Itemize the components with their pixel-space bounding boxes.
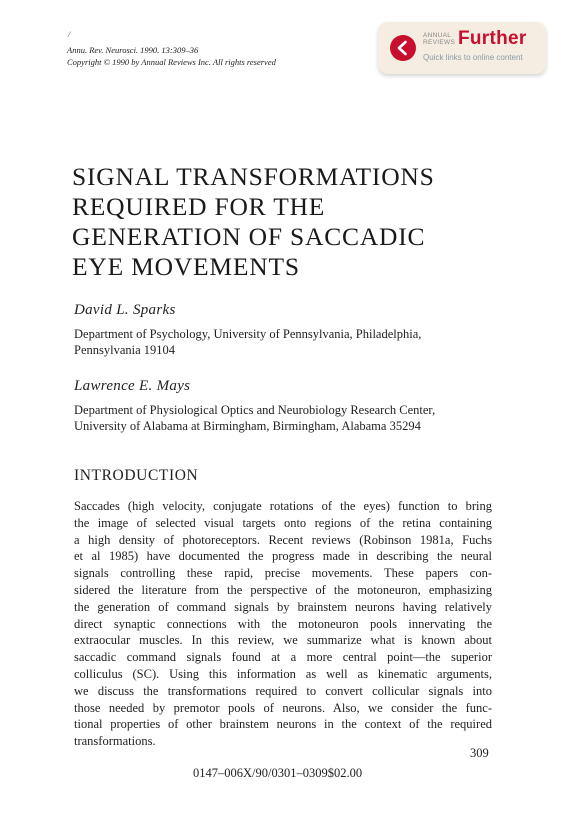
title-line: EYE MOVEMENTS (72, 252, 300, 281)
article-code: 0147–006X/90/0301–0309$02.00 (193, 766, 363, 780)
text-line: signals controlling these rapid, precise movements. These papers con- (74, 566, 492, 581)
text-line: sidered the literature from the perspective of the motoneuron, emphasizing (74, 582, 492, 597)
text-line: the generation of command signals by brainstem neurons having relatively (74, 599, 492, 614)
title-line: GENERATION OF SACCADIC (72, 222, 426, 251)
article-title (72, 162, 492, 282)
text-line: extraocular muscles. In this review, we summarize what is known about (74, 633, 492, 648)
author-affiliation: Department of Physiological Optics and Neurobiology Research Center, University of Alabama at Birmingham, Birmingham, Alabama 35294 (74, 403, 436, 433)
annual-reviews-wordmark: ANNUAL REVIEWS (423, 32, 456, 46)
journal-citation-block (67, 44, 276, 68)
journal-citation: Annu. Rev. Neurosci. 1990. 13:309–36 (67, 45, 199, 55)
page-number: 309 (470, 746, 489, 760)
introduction-paragraph (74, 498, 492, 750)
annual-reviews-further-badge[interactable] (378, 22, 546, 74)
text-line: saccadic command signals found at a more central point—the superior (74, 650, 492, 665)
badge-subtitle: Quick links to online content (423, 53, 523, 62)
further-wordmark: Further (458, 28, 527, 49)
text-line: those needed by premotor pools of neurons. Also, we consider the func- (74, 700, 492, 715)
text-line: direct synaptic connections with the motoneuron pools innervating the (74, 616, 492, 631)
back-arrow-icon (390, 35, 416, 61)
title-line: REQUIRED FOR THE (72, 192, 326, 221)
text-line: et al 1985) have documented the progress made in describing the neural (74, 549, 492, 564)
text-line: we discuss the transformations required to convert collicular signals into (74, 683, 492, 698)
text-line: Saccades (high velocity, conjugate rotations of the eyes) function to bring (74, 499, 492, 513)
author-name: Lawrence E. Mays (74, 378, 191, 394)
text-line: colliculus (SC). Using this information as well as kinematic arguments, (74, 666, 492, 681)
text-line: a high density of photoreceptors. Recent reviews (Robinson 1981a, Fuchs (74, 532, 492, 547)
text-line: transformations. (74, 734, 156, 749)
title-line: SIGNAL TRANSFORMATIONS (72, 162, 435, 191)
author-name: David L. Sparks (74, 302, 176, 318)
author-affiliation: Department of Psychology, University of Pennsylvania, Philadelphia, Pennsylvania 19104 (74, 327, 422, 357)
text-line: tional properties of other brainstem neurons in the context of the required (74, 717, 492, 732)
margin-mark: / (68, 30, 71, 39)
text-line: the image of selected visual targets onto regions of the retina containing (74, 515, 492, 530)
journal-copyright: Copyright © 1990 by Annual Reviews Inc. All rights reserved (67, 57, 276, 67)
section-heading: INTRODUCTION (74, 467, 199, 484)
